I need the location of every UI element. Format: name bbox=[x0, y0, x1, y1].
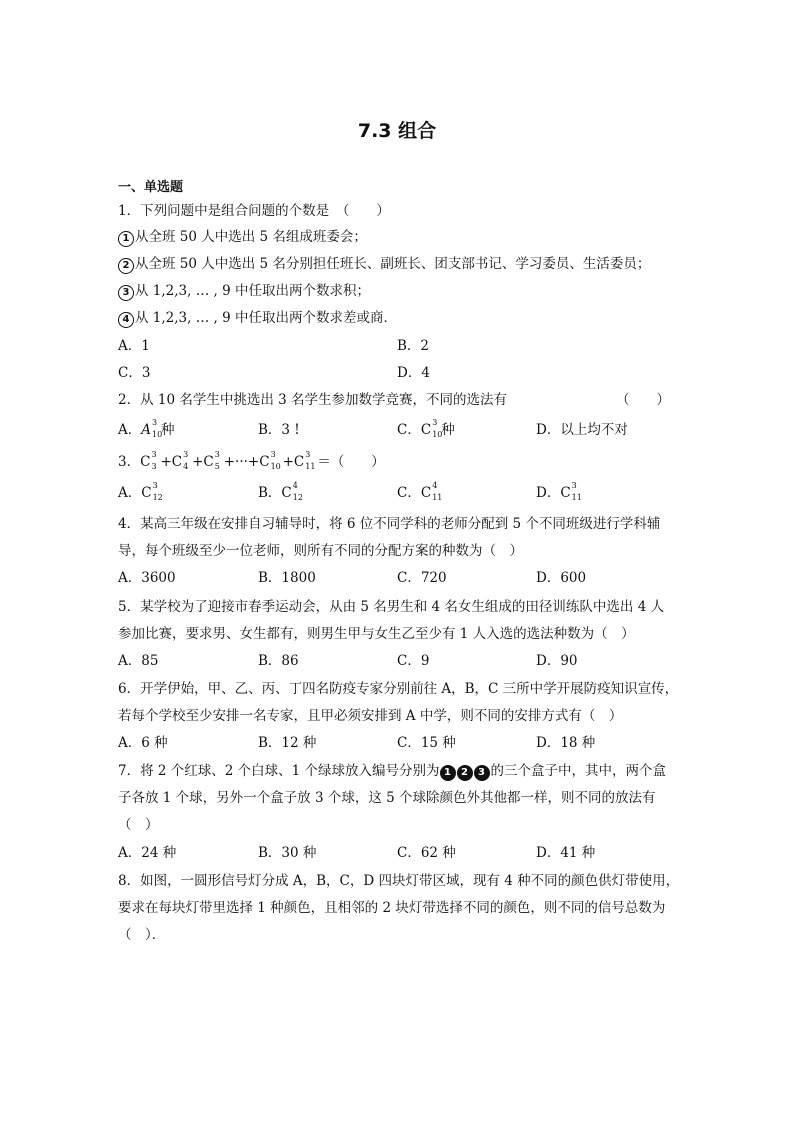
q6-option-a: A．6 种 bbox=[118, 735, 168, 751]
q3-option-b: B．C 4 12 bbox=[258, 481, 303, 502]
circled-2-icon: 2 bbox=[457, 765, 473, 781]
q7-line-2: 子各放 1 个球，另外一个盒子放 3 个球，这 5 个球除颜色外其他都一样，则不同的放法有 bbox=[118, 790, 656, 806]
q6-line-2: 若每个学校至少安排一名专家，且甲必须安排到 A 中学，则不同的安排方式有（ ） bbox=[118, 708, 623, 724]
q7-option-d: D．41 种 bbox=[536, 845, 596, 861]
q2-option-b: B．3 ! bbox=[258, 422, 300, 438]
circled-3-icon: 3 bbox=[118, 285, 134, 301]
q1-item-4: 4 从 1,2,3, … , 9 中任取出两个数求差或商． bbox=[118, 306, 397, 328]
q8-line-1: 8．如图，一圆形信号灯分成 A，B，C，D 四块灯带区域，现有 4 种不同的颜色供灯带使用， bbox=[118, 873, 680, 889]
q4-option-c: C．720 bbox=[397, 570, 447, 586]
q1-option-b: B．2 bbox=[397, 338, 430, 354]
q7-option-b: B．30 种 bbox=[258, 845, 317, 861]
q2-option-d: D．以上均不对 bbox=[536, 422, 628, 438]
q1-item-1: 1 从全班 50 人中选出 5 名组成班委会； bbox=[118, 225, 367, 247]
q3-stem: 3．C 3 3 +C 3 4 +C 3 5 +···+C 3 10 +C 3 11 ＝（ ） bbox=[118, 450, 385, 471]
q6-option-d: D．18 种 bbox=[536, 735, 596, 751]
q7-line-3: （ ） bbox=[118, 817, 159, 833]
page-title: 7.3 组合 bbox=[357, 120, 437, 142]
q5-option-a: A．85 bbox=[118, 653, 159, 669]
q2-option-a: A．A 3 10 种 bbox=[118, 418, 175, 439]
circled-4-icon: 4 bbox=[118, 312, 134, 328]
circled-2-icon: 2 bbox=[118, 258, 134, 274]
q5-line-1: 5．某学校为了迎接市春季运动会，从由 5 名男生和 4 名女生组成的田径训练队中选出 4 人 bbox=[118, 599, 665, 615]
q5-option-d: D．90 bbox=[536, 653, 578, 669]
q3-option-d: D．C 3 11 bbox=[536, 481, 582, 502]
circled-3-icon: 3 bbox=[474, 765, 490, 781]
section-heading: 一、单选题 bbox=[118, 180, 184, 195]
q5-option-c: C．9 bbox=[397, 653, 430, 669]
q6-option-b: B．12 种 bbox=[258, 735, 317, 751]
q3-option-c: C．C 4 11 bbox=[397, 481, 443, 502]
q7-line-1: 7．将 2 个红球、2 个白球、1 个绿球放入编号分别为 1 2 3 的三个盒子中，其中，两个盒 bbox=[118, 763, 667, 779]
q5-line-2: 参加比赛，要求男、女生都有，则男生甲与女生乙至少有 1 人入选的选法种数为（ ） bbox=[118, 626, 635, 642]
q1-stem: 1．下列问题中是组合问题的个数是 （ ） bbox=[118, 203, 390, 219]
q2-answer-paren: （ ） bbox=[616, 392, 670, 408]
circled-1-icon: 1 bbox=[118, 231, 134, 247]
q6-option-c: C．15 种 bbox=[397, 735, 456, 751]
q3-option-a: A．C 3 12 bbox=[118, 481, 163, 502]
q6-line-1: 6．开学伊始，甲、乙、丙、丁四名防疫专家分别前往 A，B，C 三所中学开展防疫知识宣传， bbox=[118, 681, 679, 697]
q4-option-b: B．1800 bbox=[258, 570, 316, 586]
q2-option-c: C．C 3 10 种 bbox=[397, 418, 455, 439]
q7-option-c: C．62 种 bbox=[397, 845, 456, 861]
q2-stem: 2．从 10 名学生中挑选出 3 名学生参加数学竞赛，不同的选法有 bbox=[118, 392, 508, 408]
q1-option-a: A．1 bbox=[118, 338, 150, 354]
q1-item-2: 2 从全班 50 人中选出 5 名分别担任班长、副班长、团支部书记、学习委员、生活委员； bbox=[118, 252, 650, 274]
q4-option-d: D．600 bbox=[536, 570, 587, 586]
q8-line-3: （ ）． bbox=[118, 927, 166, 943]
q4-option-a: A．3600 bbox=[118, 570, 176, 586]
q7-option-a: A．24 种 bbox=[118, 845, 177, 861]
q5-option-b: B．86 bbox=[258, 653, 299, 669]
q1-item-3: 3 从 1,2,3, … , 9 中任取出两个数求积； bbox=[118, 279, 370, 301]
q1-option-d: D．4 bbox=[397, 365, 430, 381]
q1-option-c: C．3 bbox=[118, 365, 151, 381]
circled-1-icon: 1 bbox=[440, 765, 456, 781]
q8-line-2: 要求在每块灯带里选择 1 种颜色，且相邻的 2 块灯带选择不同的颜色，则不同的信号总数为 bbox=[118, 900, 666, 916]
q4-line-2: 导，每个班级至少一位老师，则所有不同的分配方案的种数为（ ） bbox=[118, 543, 523, 559]
q4-line-1: 4．某高三年级在安排自习辅导时，将 6 位不同学科的老师分配到 5 个不同班级进行学科辅 bbox=[118, 516, 661, 532]
